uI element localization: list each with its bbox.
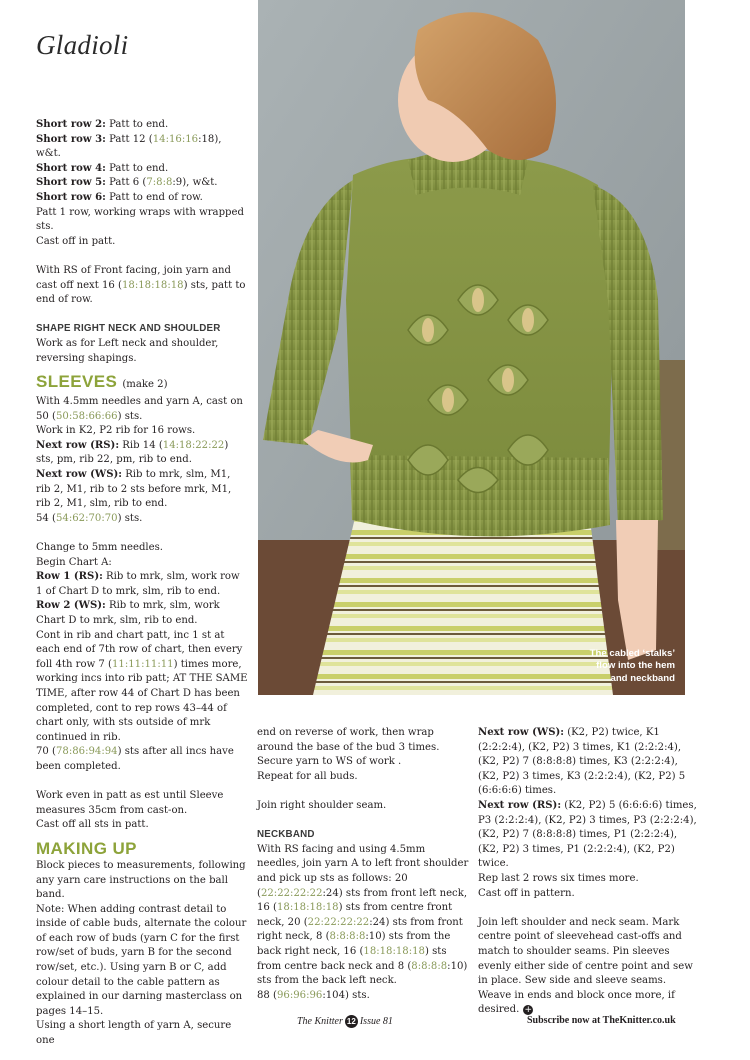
sleeves-rib: Work in K2, P2 rib for 16 rows. (36, 425, 196, 437)
cast-off-pattern: Cast off in pattern. (478, 887, 575, 899)
end-mark-icon: + (524, 1005, 533, 1016)
making-up-secure: Using a short length of yarn A, secure one (36, 1020, 232, 1047)
cast-off: Cast off in patt. (36, 235, 116, 247)
shape-right-neck-heading: SHAPE RIGHT NECK AND SHOULDER (36, 323, 221, 335)
neckband-next-rs: Next row (RS): (K2, P2) 5 (6:6:6:6) times, P3 (2:2:2:4), (K2, P2) 3 times, P3 (2:2:2:4), (K2, P2) 7 (8:8:8:8) times, P1 (2:2:2:4), (K2, P2) 3 times, P1 (2:2:2:4), (K2, P2) twice. (478, 799, 697, 870)
secure-yarn: Secure yarn to WS of work . (257, 756, 402, 768)
neckband-next-ws: Next row (WS): (K2, P2) twice, K1 (2:2:2:4), (K2, P2) 3 times, K1 (2:2:2:4), (K2, P2) 7 (8:8:8:8) times, K3 (2:2:2:4), (K2, P2) 3 times, K3 (2:2:2:4), (K2, P2) 5 (6:6:6:6) times. (478, 727, 686, 797)
sleeves-cast-off: Cast off all sts in patt. (36, 819, 149, 831)
sleeves-final-count: 70 (78:86:94:94) sts after all incs have been completed. (36, 746, 234, 772)
page-number: 12 (345, 1015, 358, 1028)
chart-row-2: Row 2 (WS): Rib to mrk, slm, work Chart D to mrk, slm, rib to end. (36, 600, 220, 626)
making-up-note: Note: When adding contrast detail to inside of cable buds, alternate the colour of each row of buds (yarn C for the first row/set of buds, yarn B for the second row/set, etc.). Using yarn B or C, add colour detail to the cable pattern as explained in our darning masterclass on pages 14–15. (36, 903, 247, 1017)
model-illustration (258, 0, 685, 695)
repeat-buds: Repeat for all buds. (257, 770, 358, 782)
front-cast-off: With RS of Front facing, join yarn and cast off next 16 (18:18:18:18) sts, patt to end of row. (36, 264, 246, 306)
photo-caption: The cabled ‘stalks’ flow into the hem and neckband (589, 647, 675, 684)
pattern-column-3 (478, 726, 698, 1018)
sleeves-cast-on: With 4.5mm needles and yarn A, cast on 50 (50:58:66:66) sts. (36, 396, 243, 422)
chart-increases: Cont in rib and chart patt, inc 1 st at each end of 7th row of chart, then every foll 4th row 7 (11:11:11:11) times more, working incs into rib patt; AT THE SAME TIME, after row 44 of Chart D has been completed, cont to rep rows 43–44 of chart only, with sts outside of mrk continued in rib. (36, 629, 248, 743)
change-needles: Change to 5mm needles. (36, 542, 163, 554)
short-row-4: Short row 4: Patt to end. (36, 162, 169, 174)
pattern-column-2 (257, 726, 469, 1003)
sleeves-heading: SLEEVES (make 2) (36, 372, 168, 392)
neckband-count: 88 (96:96:96:104) sts. (257, 989, 370, 1001)
rep-rows: Rep last 2 rows six times more. (478, 872, 639, 884)
chart-row-1: Row 1 (RS): Rib to mrk, slm, work row 1 of Chart D to mrk, slm, rib to end. (36, 571, 240, 597)
join-right-shoulder: Join right shoulder seam. (257, 799, 387, 811)
wrap-bud: end on reverse of work, then wrap around the base of the bud 3 times. (257, 727, 440, 753)
begin-chart: Begin Chart A: (36, 556, 112, 568)
neckband-pickup: With RS facing and using 4.5mm needles, join yarn A to left front shoulder and pick up sts as follows: 20 (22:22:22:22:24) sts from front left neck, 16 (18:18:18:18) sts from centre front neck, 20 (22:22:22:22:24) sts from front right neck, 8 (8:8:8:8:10) sts from the back right neck, 16 (18:18:18:18) sts from centre back neck and 8 (8:8:8:8:10) sts from the back left neck. (257, 843, 469, 987)
footer-subscribe: Subscribe now at TheKnitter.co.uk (527, 1015, 676, 1026)
making-up-heading: MAKING UP (36, 838, 137, 858)
making-up-block: Block pieces to measurements, following any yarn care instructions on the ball band. (36, 859, 246, 901)
sleeves-next-rs: Next row (RS): Rib 14 (14:18:22:22) sts, pm, rib 22, pm, rib to end. (36, 439, 229, 466)
work-even: Work even in patt as est until Sleeve measures 35cm from cast-on. (36, 790, 224, 816)
short-row-5: Short row 5: Patt 6 (7:8:8:9), w&t. (36, 177, 218, 189)
patt-row: Patt 1 row, working wraps with wrapped sts. (36, 206, 244, 233)
short-row-3: Short row 3: Patt 12 (14:16:16:18), w&t. (36, 133, 222, 160)
short-row-2: Short row 2: Patt to end. (36, 119, 169, 130)
neckband-heading: NECKBAND (257, 829, 315, 841)
shape-right-neck-text: Work as for Left neck and shoulder, reversing shapings. (36, 337, 219, 364)
sleeves-st-count: 54 (54:62:70:70) sts. (36, 512, 143, 524)
page-title: Gladioli (36, 30, 129, 60)
short-row-6: Short row 6: Patt to end of row. (36, 191, 203, 203)
finishing: Join left shoulder and neck seam. Mark centre point of sleevehead cast-offs and match to shoulder seams. Pin sleeves evenly either side of centre point and sew in place. Sew side and sleeve seams. Weave in ends and block once more, if desired. + (478, 916, 693, 1016)
pattern-column-1 (36, 118, 248, 1049)
sweater-photo (258, 0, 685, 695)
footer-magazine: The Knitter 12 Issue 81 (297, 1016, 393, 1027)
sleeves-next-ws: Next row (WS): Rib to mrk, slm, M1, rib 2, M1, rib to 2 sts before mrk, M1, rib 2, M1, slm, rib to end. (36, 469, 232, 510)
